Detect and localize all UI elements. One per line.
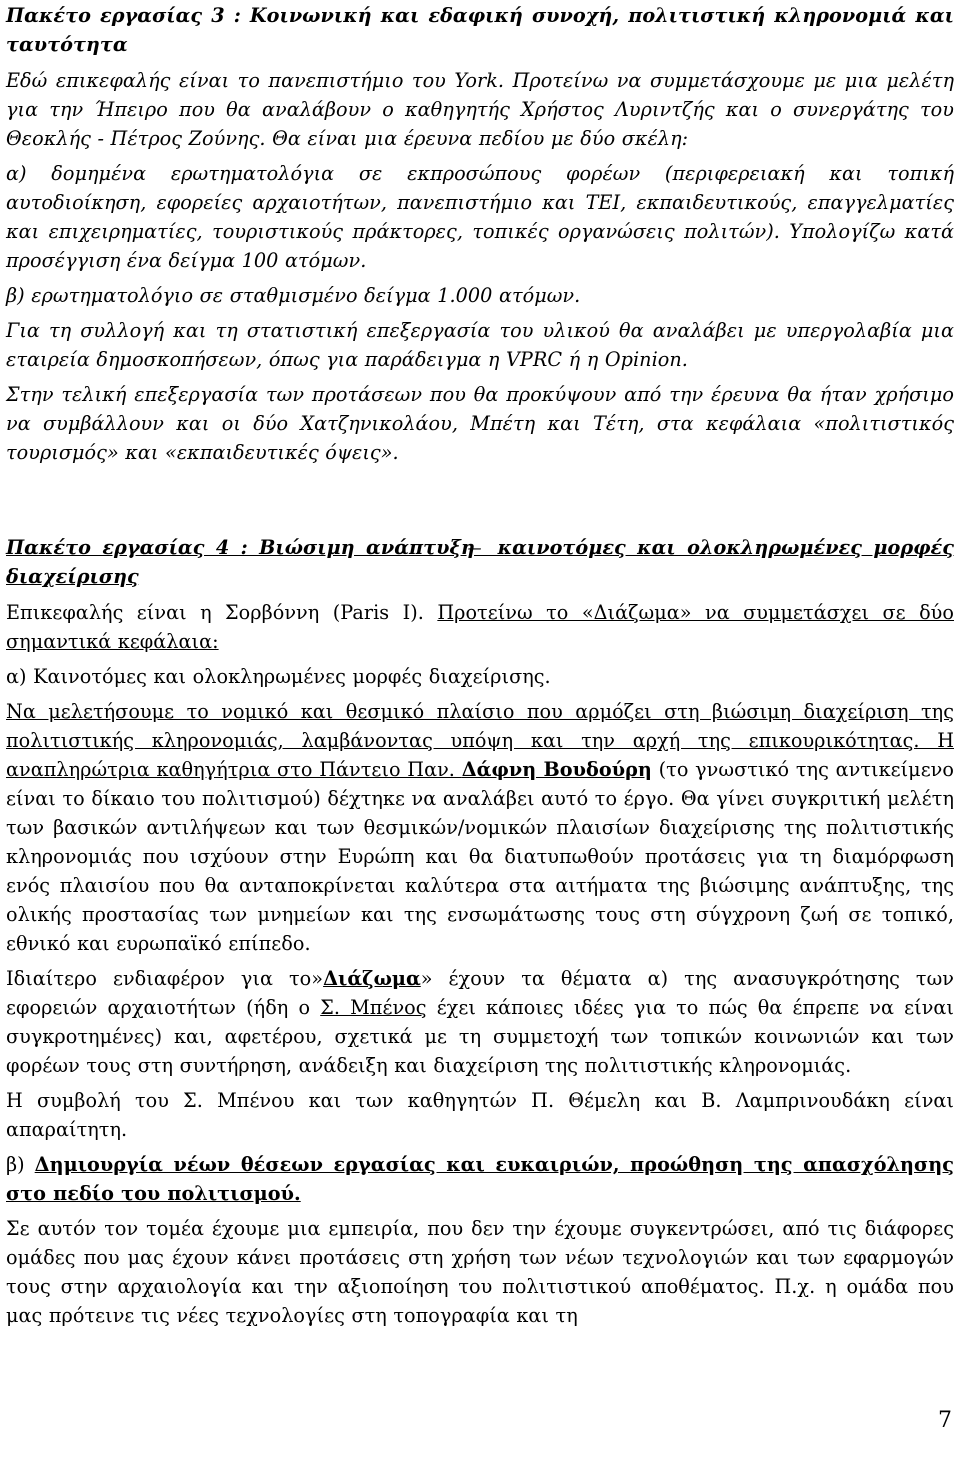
section-4-intro-plain: Επικεφαλής είναι η Σορβόννη (Paris I). [6, 601, 438, 624]
section-4-heading: Πακέτο εργασίας 4 : Βιώσιμη ανάπτυξη ̶ καινοτόμες και ολοκληρωμένες μορφές διαχείρισης [6, 536, 954, 588]
section-4-item-b [6, 1150, 954, 1208]
section-4-item-b-prefix: β) [6, 1153, 35, 1176]
section-3-collection: Για τη συλλογή και τη στατιστική επεξεργασία του υλικού θα αναλάβει με υπεργολαβία μια εταιρεία δημοσκοπήσεων, όπως για παράδειγμα η VPRC ή η Opinion. [6, 319, 954, 371]
section-4-interest-part3: έχει κάποιες ιδέες για το πώς θα έπρεπε να είναι συγκροτημένες) και, αφετέρου, σχετικά με τη συμμετοχή των τοπικών κοινωνιών και των φορέων τους στη συντήρηση, ανάδειξη και διαχείριση της πολιτιστικής κληρονομιάς. [6, 996, 954, 1077]
section-3-final: Στην τελική επεξεργασία των προτάσεων που θα προκύψουν από την έρευνα θα ήταν χρήσιμο να συμβάλλουν και οι δύο Χατζηνικολάου, Μπέτη και Τέτη, στα κεφάλαια «πολιτιστικός τουρισμός» και «εκπαιδευτικές όψεις». [6, 383, 954, 464]
section-4-interest-part2: » έχουν τα θέματα α) της ανασυγκρότησης των εφορειών αρχαιοτήτων (ήδη ο [6, 967, 954, 1019]
section-4-interest-name: Διάζωμα [323, 967, 421, 990]
section-4-interest [6, 964, 954, 1080]
section-3-intro [6, 66, 954, 153]
section-3-heading: Πακέτο εργασίας 3 : Κοινωνική και εδαφική συνοχή, πολιτιστική κληρονομιά και ταυτότητα [6, 4, 954, 56]
section-4-legal [6, 697, 954, 958]
section-4-legal-name: Δάφνη Βουδούρη [461, 758, 652, 781]
section-4-intro-underlined: Προτείνω το «Διάζωμα» να συμμετάσχει σε δύο σημαντικά κεφάλαια: [6, 601, 954, 653]
section-4-experience: Σε αυτόν τον τομέα έχουμε μια εμπειρία, που δεν την έχουμε συγκεντρώσει, από τις διάφορες ομάδες που μας έχουν κάνει προτάσεις στη χρήση των νέων τεχνολογιών και των εφαρμογών τους στην αρχαιολογία και την αξιοποίηση του πολιτιστικού αποθέματος. Π.χ. η ομάδα που μας πρότεινε τις νέες τεχνολογίες στη τοπογραφία και τη [6, 1217, 954, 1327]
section-4-interest-part1: Ιδιαίτερο ενδιαφέρον για το» [6, 967, 324, 990]
section-4-contribution: Η συμβολή του Σ. Μπένου και των καθηγητών Π. Θέμελη και Β. Λαμπρινουδάκη είναι απαραίτητη. [6, 1089, 954, 1141]
section-4-intro [6, 598, 954, 656]
section-4-legal-part1: Να μελετήσουμε το νομικό και θεσμικό πλαίσιο που αρμόζει στη βιώσιμη διαχείριση της πολιτιστικής κληρονομιάς, λαμβάνοντας υπόψη και την αρχή της επικουρικότητας. Η αναπληρώτρια καθηγήτρια στο Πάντειο Παν. [6, 700, 954, 781]
section-3-item-a: α) δομημένα ερωτηματολόγια σε εκπροσώπους φορέων (περιφερειακή και τοπική αυτοδιοίκηση, εφορείες αρχαιοτήτων, πανεπιστήμιο και ΤΕΙ, εκπαιδευτικούς, επαγγελματίες και επιχειρηματίες, τουριστικούς πράκτορες, τοπικές οργανώσεις πολιτών). Υπολογίζω κατά προσέγγιση ένα δείγμα 100 ατόμων. [6, 162, 954, 272]
section-3-item-b: β) ερωτηματολόγιο σε σταθμισμένο δείγμα 1.000 ατόμων. [6, 284, 581, 307]
section-3-intro-text: Εδώ επικεφαλής είναι το πανεπιστήμιο του York. Προτείνω να συμμετάσχουμε με μια μελέτη για την Ήπειρο που θα αναλάβουν ο καθηγητής Χρήστος Λυριντζής και ο συνεργάτης του Θεοκλής - Πέτρος Ζούνης. Θα είναι μια έρευνα πεδίου με δύο σκέλη: [6, 69, 954, 150]
page-number: 7 [938, 1408, 952, 1433]
document-page [6, 0, 954, 1330]
section-4-legal-part2: (το γνωστικό της αντικείμενο είναι το δίκαιο του πολιτισμού) δέχτηκε να αναλάβει αυτό το έργο. Θα γίνει συγκριτική μελέτη των βασικών αντιλήψεων και των θεσμικών/νομικών πλαισίων διαχείρισης της πολιτιστικής κληρονομιάς που ισχύουν στην Ευρώπη και θα διατυπωθούν προτάσεις για τη διαμόρφωση ενός πλαισίου που θα ανταποκρίνεται καλύτερα στα αιτήματα της βιώσιμης ανάπτυξης, της ολικής προστασίας των μνημείων και της ενσωμάτωσης τους στη σύγχρονη ζωή σε τοπικό, εθνικό και ευρωπαϊκό επίπεδο. [6, 758, 955, 955]
section-4-interest-name2: Σ. Μπένος [320, 996, 427, 1019]
section-4-item-a-heading: α) Καινοτόμες και ολοκληρωμένες μορφές διαχείρισης. [6, 665, 551, 688]
section-4-item-b-underlined: Δημιουργία νέων θέσεων εργασίας και ευκαιριών, προώθηση της απασχόλησης στο πεδίο του πολιτισμού. [6, 1153, 954, 1205]
